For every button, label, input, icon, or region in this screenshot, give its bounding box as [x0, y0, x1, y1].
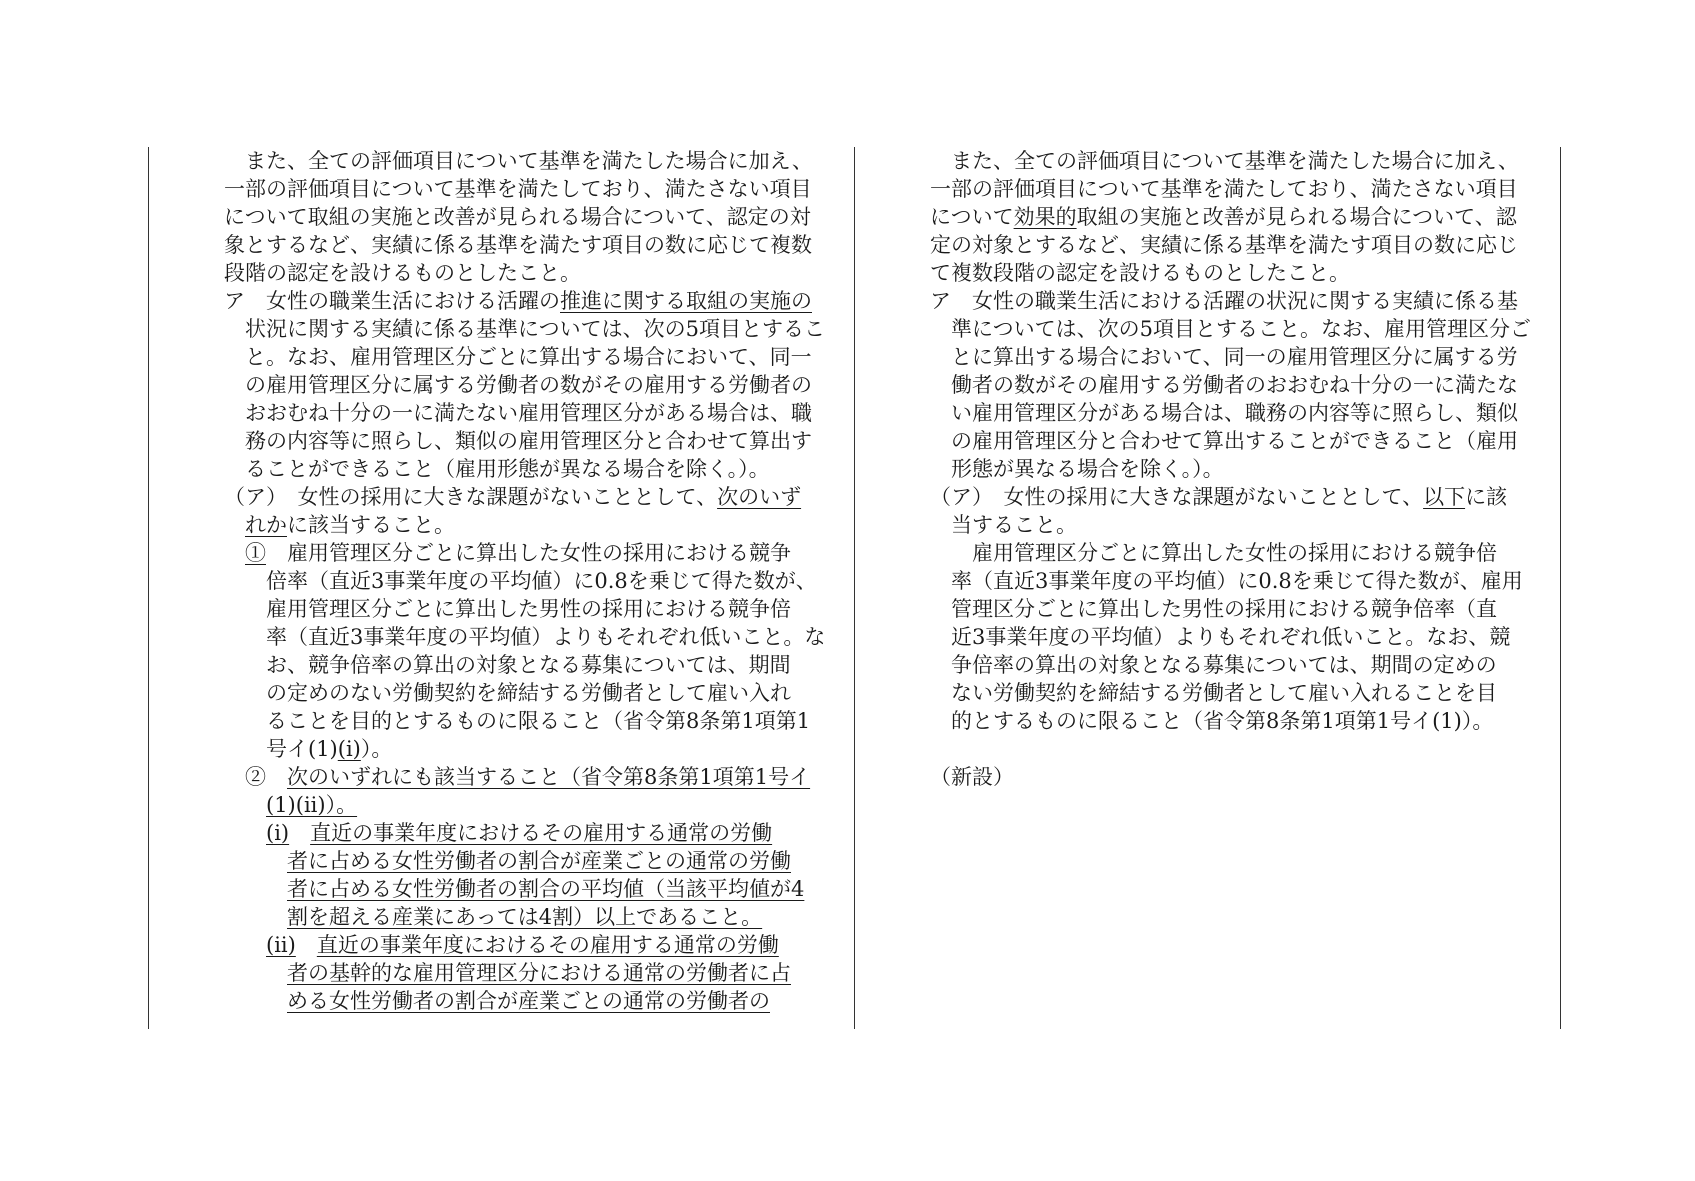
text-line: [930, 231, 1550, 259]
underlined-text: ①: [245, 541, 266, 565]
text-segment: [224, 541, 245, 565]
underlined-text: 効果的: [1013, 205, 1077, 229]
text-segment: 倍率（直近3事業年度の平均値）に0.8を乗じて得た数が、: [224, 569, 817, 593]
text-line: [224, 651, 844, 679]
underlined-text: 推進に関する取組の実施の: [560, 289, 812, 313]
text-line: [930, 259, 1550, 287]
text-segment: 取組の実施と改善が見られる場合について、認: [1076, 205, 1517, 229]
left-item-ii: [224, 931, 844, 1015]
text-segment: 雇用管理区分ごとに算出した女性の採用における競争: [266, 541, 791, 565]
text-segment: （新設）: [930, 765, 1014, 789]
text-line: [224, 595, 844, 623]
text-line: [930, 651, 1550, 679]
text-segment: について取組の実施と改善が見られる場合について、認定の対: [224, 205, 811, 229]
underlined-text: 者に占める女性労働者の割合の平均値（当該平均値が4: [287, 877, 805, 901]
text-line: [930, 567, 1550, 595]
text-segment: 率（直近3事業年度の平均値）よりもそれぞれ低いこと。な: [224, 625, 826, 649]
underlined-text: 割を超える産業にあっては4割）以上であること。: [287, 905, 763, 929]
text-line: [930, 427, 1550, 455]
text-line: [930, 399, 1550, 427]
right-item-a1: [930, 483, 1550, 539]
text-segment: い雇用管理区分がある場合は、職務の内容等に照らし、類似: [930, 401, 1518, 425]
text-segment: に該: [1465, 485, 1508, 509]
text-line: [930, 707, 1550, 735]
text-segment: ア 女性の職業生活における活躍の状況に関する実績に係る基: [930, 289, 1518, 313]
text-segment: 状況に関する実績に係る基準については、次の5項目とするこ: [224, 317, 825, 341]
text-line: [930, 539, 1550, 567]
underlined-text: 次のいず: [717, 485, 802, 509]
text-segment: ない労働契約を締結する労働者として雇い入れることを目: [930, 681, 1497, 705]
text-segment: [224, 877, 287, 901]
text-segment: （ア） 女性の採用に大きな課題がないこととして、: [224, 485, 718, 509]
right-column: [930, 147, 1550, 791]
text-line: [224, 903, 844, 931]
text-line: [224, 343, 844, 371]
text-line: [224, 735, 844, 763]
text-line: [930, 203, 1550, 231]
text-segment: ることができること（雇用形態が異なる場合を除く。）。: [224, 457, 770, 481]
underlined-text: (1)(ii)）。: [266, 793, 358, 817]
text-line: [930, 315, 1550, 343]
underlined-text: れか: [245, 513, 287, 537]
text-segment: おおむね十分の一に満たない雇用管理区分がある場合は、職: [224, 401, 812, 425]
text-line: [224, 623, 844, 651]
text-segment: とに算出する場合において、同一の雇用管理区分に属する労: [930, 345, 1518, 369]
left-item-a1: [224, 483, 844, 539]
text-line: [224, 203, 844, 231]
text-line: [224, 231, 844, 259]
underlined-text: 者に占める女性労働者の割合が産業ごとの通常の労働: [287, 849, 791, 873]
underlined-text: 直近の事業年度におけるその雇用する通常の労働: [316, 933, 779, 957]
text-segment: の定めのない労働契約を締結する労働者として雇い入れ: [224, 681, 791, 705]
text-segment: また、全ての評価項目について基準を満たした場合に加え、: [930, 149, 1519, 173]
text-line: [224, 791, 844, 819]
text-line: [224, 679, 844, 707]
text-segment: [296, 933, 317, 957]
text-segment: 争倍率の算出の対象となる募集については、期間の定めの: [930, 653, 1497, 677]
text-segment: 段階の認定を設けるものとしたこと。: [224, 261, 581, 285]
left-column-border: [148, 147, 149, 1029]
text-segment: の雇用管理区分に属する労働者の数がその雇用する労働者の: [224, 373, 812, 397]
text-segment: お、競争倍率の算出の対象となる募集については、期間: [224, 653, 791, 677]
text-segment: 雇用管理区分ごとに算出した女性の採用における競争倍: [930, 541, 1497, 565]
text-segment: 率（直近3事業年度の平均値）に0.8を乗じて得た数が、雇用: [930, 569, 1523, 593]
text-line: [224, 763, 844, 791]
left-item-a: [224, 287, 844, 483]
text-line: [930, 595, 1550, 623]
right-item-a: [930, 287, 1550, 483]
text-segment: 象とするなど、実績に係る基準を満たす項目の数に応じて複数: [224, 233, 812, 257]
text-segment: [224, 933, 266, 957]
text-segment: 務の内容等に照らし、類似の雇用管理区分と合わせて算出す: [224, 429, 812, 453]
right-intro-paragraph: [930, 147, 1550, 287]
left-column: [224, 147, 844, 1015]
text-segment: （ア） 女性の採用に大きな課題がないこととして、: [930, 485, 1424, 509]
text-segment: ることを目的とするものに限ること（省令第8条第1項第1: [224, 709, 811, 733]
text-line: [224, 315, 844, 343]
text-line: [224, 567, 844, 595]
text-line: [224, 707, 844, 735]
underlined-text: (i): [337, 737, 361, 761]
text-segment: について: [930, 205, 1014, 229]
blank-line: [930, 735, 1550, 763]
text-line: [930, 147, 1550, 175]
text-line: [930, 343, 1550, 371]
text-line: [930, 623, 1550, 651]
text-segment: [224, 821, 266, 845]
text-line: [224, 455, 844, 483]
text-line: [930, 287, 1550, 315]
text-line: [224, 931, 844, 959]
text-segment: 的とするものに限ること（省令第8条第1項第1号イ(1)）。: [930, 709, 1494, 733]
text-segment: 近3事業年度の平均値）よりもそれぞれ低いこと。なお、競: [930, 625, 1511, 649]
text-line: [224, 959, 844, 987]
text-segment: の雇用管理区分と合わせて算出することができること（雇用: [930, 429, 1518, 453]
text-line: [224, 147, 844, 175]
left-intro-paragraph: [224, 147, 844, 287]
text-segment: 形態が異なる場合を除く。）。: [930, 457, 1224, 481]
underlined-text: 次のいずれにも該当すること（省令第8条第1項第1号イ: [287, 765, 811, 789]
underlined-text: (ii): [266, 933, 296, 957]
center-column-divider: [854, 147, 855, 1029]
text-segment: て複数段階の認定を設けるものとしたこと。: [930, 261, 1350, 285]
text-segment: 号イ(1): [224, 737, 338, 761]
text-segment: 管理区分ごとに算出した男性の採用における競争倍率（直: [930, 597, 1497, 621]
text-segment: 働者の数がその雇用する労働者のおおむね十分の一に満たな: [930, 373, 1518, 397]
text-line: [224, 483, 844, 511]
text-segment: [224, 793, 266, 817]
text-segment: ）。: [360, 737, 393, 761]
text-segment: 定の対象とするなど、実績に係る基準を満たす項目の数に応じ: [930, 233, 1518, 257]
underlined-text: (i): [266, 821, 290, 845]
text-line: [224, 511, 844, 539]
text-segment: [224, 961, 287, 985]
text-line: [930, 483, 1550, 511]
text-segment: と。なお、雇用管理区分ごとに算出する場合において、同一: [224, 345, 812, 369]
underlined-text: 以下: [1423, 485, 1466, 509]
text-segment: 準については、次の5項目とすること。なお、雇用管理区分ご: [930, 317, 1531, 341]
text-segment: 一部の評価項目について基準を満たしており、満たさない項目: [930, 177, 1518, 201]
text-segment: に該当すること。: [287, 513, 455, 537]
text-line: [224, 987, 844, 1015]
text-line: [930, 455, 1550, 483]
text-segment: [224, 905, 287, 929]
text-line: [930, 511, 1550, 539]
left-item-i: [224, 819, 844, 931]
text-segment: [224, 989, 287, 1013]
underlined-text: 直近の事業年度におけるその雇用する通常の労働: [310, 821, 773, 845]
text-line: [930, 763, 1550, 791]
right-item-body: [930, 539, 1550, 735]
text-line: [224, 875, 844, 903]
text-line: [224, 259, 844, 287]
text-line: [224, 287, 844, 315]
text-line: [224, 819, 844, 847]
text-segment: 一部の評価項目について基準を満たしており、満たさない項目: [224, 177, 812, 201]
text-line: [224, 427, 844, 455]
text-line: [930, 371, 1550, 399]
text-line: [930, 679, 1550, 707]
text-line: [930, 175, 1550, 203]
text-line: [224, 539, 844, 567]
text-segment: [224, 513, 245, 537]
text-segment: また、全ての評価項目について基準を満たした場合に加え、: [224, 149, 813, 173]
text-line: [224, 399, 844, 427]
text-segment: ア 女性の職業生活における活躍の: [224, 289, 560, 313]
right-column-border: [1560, 147, 1561, 1029]
right-new-label: [930, 763, 1550, 791]
text-segment: ②: [224, 765, 287, 789]
text-line: [224, 175, 844, 203]
text-segment: 雇用管理区分ごとに算出した男性の採用における競争倍: [224, 597, 791, 621]
text-line: [224, 371, 844, 399]
underlined-text: 者の基幹的な雇用管理区分における通常の労働者に占: [287, 961, 791, 985]
text-segment: [224, 849, 287, 873]
text-line: [224, 847, 844, 875]
text-segment: [289, 821, 310, 845]
left-item-circle-2: [224, 763, 844, 819]
left-item-circle-1: [224, 539, 844, 763]
text-segment: 当すること。: [930, 513, 1077, 537]
underlined-text: める女性労働者の割合が産業ごとの通常の労働者の: [287, 989, 770, 1013]
